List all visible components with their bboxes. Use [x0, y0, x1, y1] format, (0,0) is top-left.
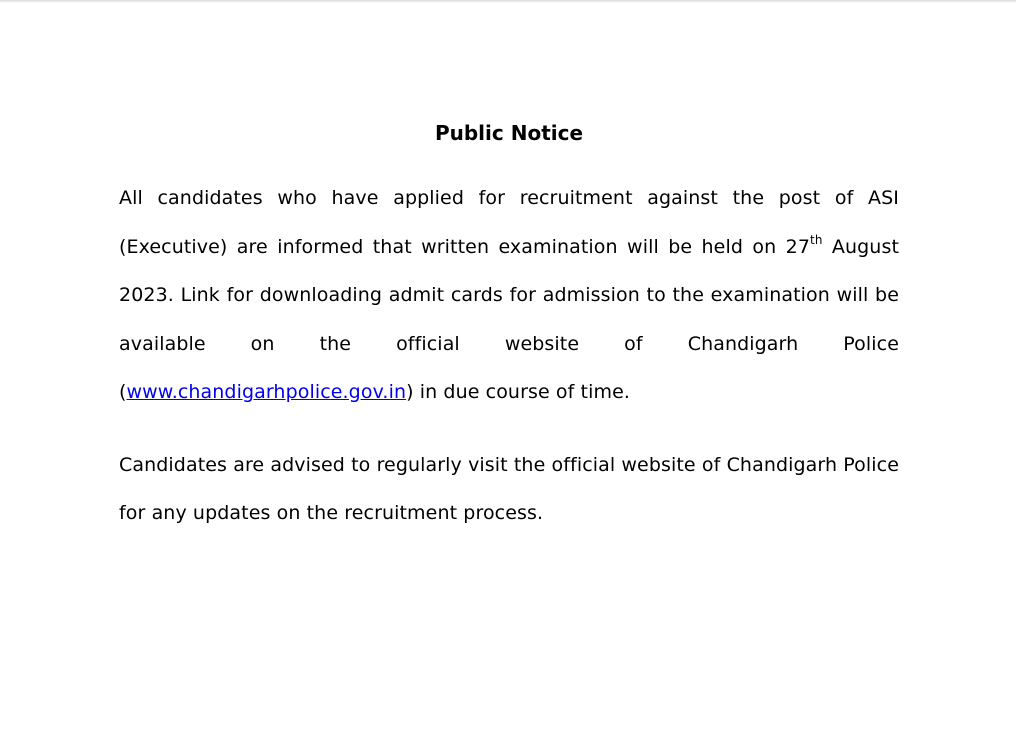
notice-paragraph-2: Candidates are advised to regularly visit the official website of Chandigarh Police for any updates on the recruitment process. — [119, 453, 899, 524]
date-ordinal-suffix: th — [810, 232, 823, 247]
paragraph-1-text-after-link: ) in due course of time. — [406, 381, 631, 403]
notice-page — [119, 118, 899, 538]
website-link[interactable]: www.chandigarhpolice.gov.in — [126, 381, 407, 403]
notice-paragraph-1 — [119, 174, 899, 417]
paragraph-1-text-after-date: August 2023. Link for downloading admit cards for admission to the examination will be available on the official website of Chandigarh Police ( — [119, 235, 900, 403]
page-top-edge — [0, 0, 1016, 3]
paragraph-1-text-before-date: All candidates who have applied for recruitment against the post of ASI (Executive) are informed that written examination will be held on 27 — [119, 187, 899, 258]
notice-title: Public Notice — [434, 121, 584, 145]
